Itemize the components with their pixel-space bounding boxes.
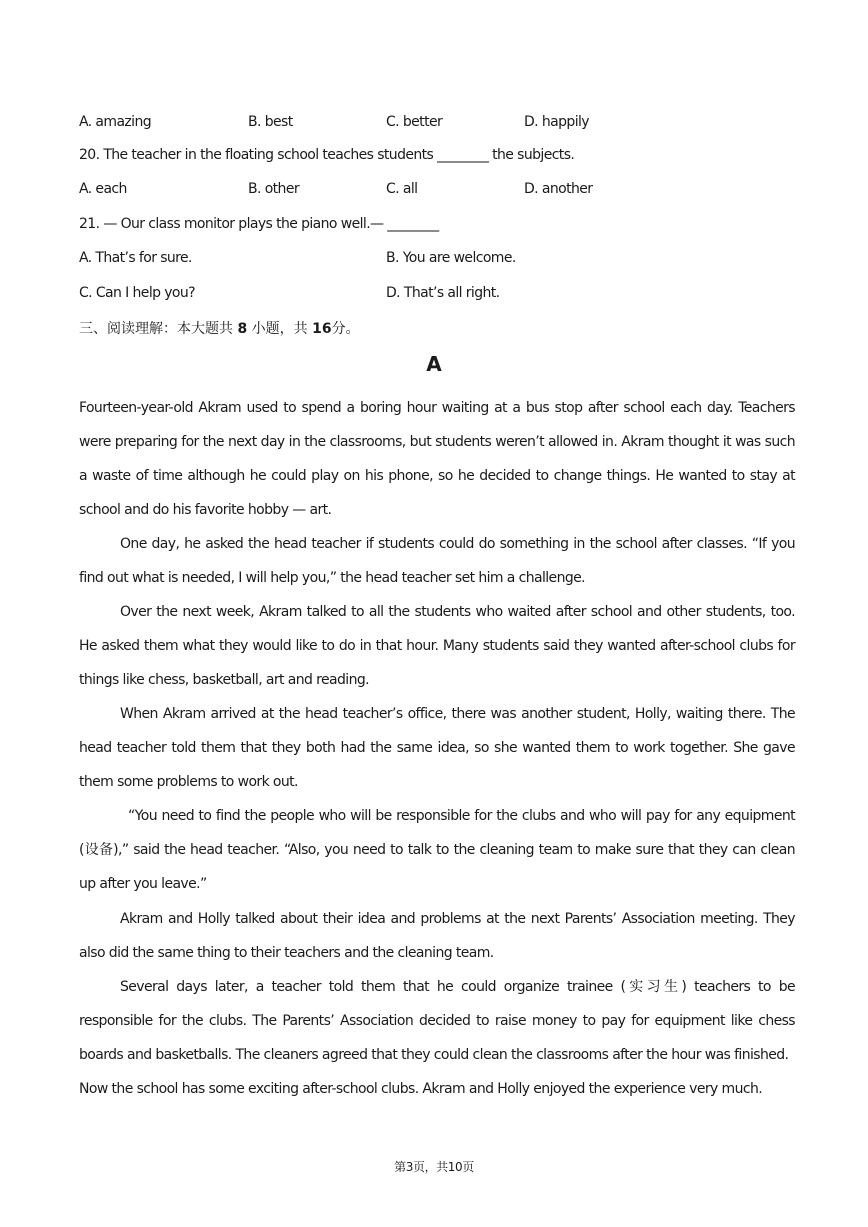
q20-option-d: D. another	[524, 181, 593, 197]
q19-option-d: D. happily	[524, 114, 589, 130]
q19-option-a: A. amazing	[79, 114, 152, 130]
q21-stem: 21. — Our class monitor plays the piano well.— ________	[79, 216, 439, 232]
passage-paragraph-8: Now the school has some exciting after-school clubs. Akram and Holly enjoyed the experience very much.	[79, 1081, 763, 1097]
q21-option-c: C. Can I help you?	[79, 285, 195, 301]
q20-stem: 20. The teacher in the floating school teaches students ________ the subjects.	[79, 147, 575, 163]
q19-option-c: C. better	[386, 114, 443, 130]
section-header	[79, 318, 360, 338]
passage-title: A	[426, 352, 442, 376]
q20-option-b: B. other	[248, 181, 300, 197]
section-header-text-3: 分。	[331, 321, 360, 337]
passage-paragraph-7: Several days later, a teacher told them that he could organize trainee (实习生) teachers to be responsible for the clubs. The Parents’ Association decided to raise money to pay for equipment like chess boards and basketballs. The cleaners agreed that they could clean the classrooms after the hour was finished.	[79, 979, 795, 1063]
passage-paragraph-4: When Akram arrived at the head teacher’s office, there was another student, Holly, waiting there. The head teacher told them that they both had the same idea, so she wanted them to work together. She gave them some problems to work out.	[79, 706, 795, 790]
q21-option-d: D. That’s all right.	[386, 285, 500, 301]
passage-paragraph-6: Akram and Holly talked about their idea and problems at the next Parents’ Association meeting. They also did the same thing to their teachers and the cleaning team.	[79, 911, 795, 961]
section-header-score: 16	[312, 321, 332, 337]
passage-paragraph-1: Fourteen-year-old Akram used to spend a boring hour waiting at a bus stop after school each day. Teachers were preparing for the next day in the classrooms, but students weren’t allowed in. Akram thought it was such a waste of time although he could play on his phone, so he decided to change things. He wanted to stay at school and do his favorite hobby — art.	[79, 400, 795, 518]
section-header-text-1: 三、阅读理解：本大题共	[79, 321, 238, 337]
q20-option-c: C. all	[386, 181, 418, 197]
q20-option-a: A. each	[79, 181, 127, 197]
section-header-count: 8	[237, 321, 248, 337]
q19-option-b: B. best	[248, 114, 293, 130]
q21-option-a: A. That’s for sure.	[79, 250, 192, 266]
q21-option-b: B. You are welcome.	[386, 250, 516, 266]
passage-paragraph-5: “You need to find the people who will be responsible for the clubs and who will pay for any equipment (设备),” said the head teacher. “Also, you need to talk to the cleaning team to make sure that they can clean up after you leave.”	[79, 808, 795, 892]
section-header-text-2: 小题，共	[247, 321, 313, 337]
page-number-footer: 第3页，共10页	[394, 1160, 474, 1174]
passage-paragraph-2: One day, he asked the head teacher if students could do something in the school after classes. “If you find out what is needed, I will help you,” the head teacher set him a challenge.	[79, 536, 795, 586]
passage-paragraph-3: Over the next week, Akram talked to all the students who waited after school and other students, too. He asked them what they would like to do in that hour. Many students said they wanted after-school clubs for things like chess, basketball, art and reading.	[79, 604, 795, 688]
